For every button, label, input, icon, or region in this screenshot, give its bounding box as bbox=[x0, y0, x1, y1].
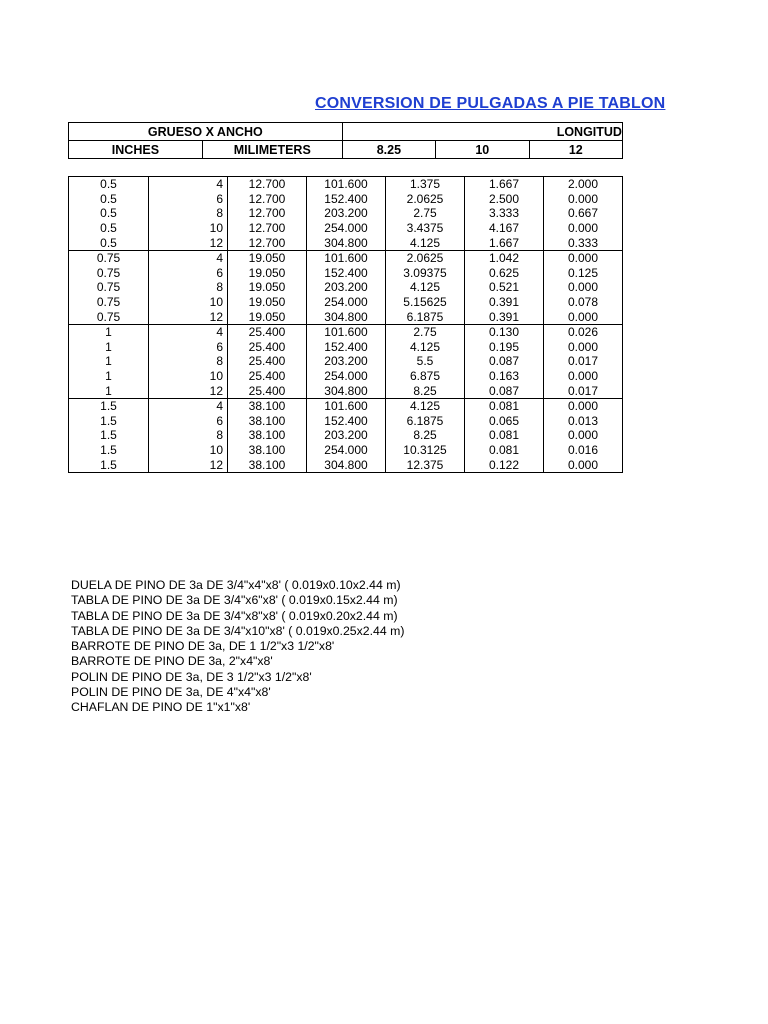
table-cell: 25.400 bbox=[228, 340, 307, 355]
table-cell: 304.800 bbox=[307, 309, 386, 324]
table-row bbox=[69, 192, 623, 207]
table-cell: 254.000 bbox=[307, 295, 386, 310]
list-item: TABLA DE PINO DE 3a DE 3/4"x8"x8' ( 0.019x0.20x2.44 m) bbox=[71, 608, 398, 623]
table-cell: 0.75 bbox=[69, 309, 149, 324]
table-cell: 254.000 bbox=[307, 221, 386, 236]
table-row bbox=[69, 457, 623, 472]
list-item: POLIN DE PINO DE 3a, DE 3 1/2"x3 1/2"x8' bbox=[71, 669, 312, 684]
header-length-3: 12 bbox=[529, 141, 622, 159]
table-cell: 19.050 bbox=[228, 309, 307, 324]
conversion-table bbox=[68, 176, 623, 473]
table-cell: 1.042 bbox=[465, 250, 544, 265]
table-cell: 0.75 bbox=[69, 295, 149, 310]
table-cell: 0.000 bbox=[544, 457, 623, 472]
table-cell: 101.600 bbox=[307, 324, 386, 339]
table-cell: 1.375 bbox=[386, 177, 465, 192]
table-cell: 2.75 bbox=[386, 324, 465, 339]
table-cell: 12.700 bbox=[228, 235, 307, 250]
table-cell: 0.125 bbox=[544, 266, 623, 281]
table-cell: 12 bbox=[149, 235, 228, 250]
table-cell: 0.333 bbox=[544, 235, 623, 250]
table-cell: 19.050 bbox=[228, 280, 307, 295]
table-cell: 10 bbox=[149, 369, 228, 384]
table-cell: 12.700 bbox=[228, 177, 307, 192]
table-cell: 0.667 bbox=[544, 206, 623, 221]
table-cell: 4.167 bbox=[465, 221, 544, 236]
table-cell: 10 bbox=[149, 443, 228, 458]
table-cell: 0.122 bbox=[465, 457, 544, 472]
table-cell: 0.130 bbox=[465, 324, 544, 339]
table-cell: 3.333 bbox=[465, 206, 544, 221]
table-cell: 0.000 bbox=[544, 221, 623, 236]
table-cell: 4 bbox=[149, 177, 228, 192]
table-cell: 6 bbox=[149, 340, 228, 355]
table-cell: 12.700 bbox=[228, 192, 307, 207]
table-cell: 6.875 bbox=[386, 369, 465, 384]
table-cell: 4 bbox=[149, 398, 228, 413]
table-cell: 0.625 bbox=[465, 266, 544, 281]
table-cell: 4.125 bbox=[386, 340, 465, 355]
table-cell: 1.667 bbox=[465, 235, 544, 250]
table-cell: 38.100 bbox=[228, 414, 307, 429]
table-cell: 0.000 bbox=[544, 369, 623, 384]
table-cell: 6.1875 bbox=[386, 309, 465, 324]
table-row bbox=[69, 280, 623, 295]
table-row bbox=[69, 266, 623, 281]
lumber-item-list bbox=[71, 578, 404, 716]
header-inches: INCHES bbox=[69, 141, 203, 159]
table-cell: 1 bbox=[69, 383, 149, 398]
list-item: TABLA DE PINO DE 3a DE 3/4"x6"x8' ( 0.019x0.15x2.44 m) bbox=[71, 593, 398, 608]
table-cell: 25.400 bbox=[228, 324, 307, 339]
table-row bbox=[69, 221, 623, 236]
table-cell: 10 bbox=[149, 221, 228, 236]
table-cell: 19.050 bbox=[228, 295, 307, 310]
table-cell: 4 bbox=[149, 250, 228, 265]
table-cell: 8 bbox=[149, 354, 228, 369]
table-row bbox=[69, 250, 623, 265]
table-cell: 12 bbox=[149, 309, 228, 324]
table-cell: 12 bbox=[149, 383, 228, 398]
table-cell: 10 bbox=[149, 295, 228, 310]
table-cell: 3.4375 bbox=[386, 221, 465, 236]
table-cell: 0.087 bbox=[465, 383, 544, 398]
table-cell: 203.200 bbox=[307, 206, 386, 221]
table-cell: 1 bbox=[69, 369, 149, 384]
table-cell: 0.026 bbox=[544, 324, 623, 339]
table-cell: 304.800 bbox=[307, 457, 386, 472]
table-row bbox=[69, 324, 623, 339]
table-cell: 25.400 bbox=[228, 383, 307, 398]
table-cell: 254.000 bbox=[307, 443, 386, 458]
table-row bbox=[69, 235, 623, 250]
table-cell: 152.400 bbox=[307, 340, 386, 355]
table-cell: 203.200 bbox=[307, 428, 386, 443]
header-length-2: 10 bbox=[436, 141, 529, 159]
table-cell: 0.5 bbox=[69, 235, 149, 250]
table-cell: 8.25 bbox=[386, 428, 465, 443]
table-cell: 12.700 bbox=[228, 206, 307, 221]
table-row bbox=[69, 443, 623, 458]
table-cell: 0.000 bbox=[544, 192, 623, 207]
table-cell: 4.125 bbox=[386, 235, 465, 250]
table-cell: 152.400 bbox=[307, 192, 386, 207]
table-cell: 2.500 bbox=[465, 192, 544, 207]
table-row bbox=[69, 206, 623, 221]
table-cell: 8 bbox=[149, 428, 228, 443]
list-item: BARROTE DE PINO DE 3a, 2"x4"x8' bbox=[71, 654, 273, 669]
table-cell: 4.125 bbox=[386, 398, 465, 413]
header-milimeters: MILIMETERS bbox=[202, 141, 342, 159]
table-cell: 19.050 bbox=[228, 250, 307, 265]
table-cell: 304.800 bbox=[307, 235, 386, 250]
table-cell: 0.195 bbox=[465, 340, 544, 355]
table-cell: 38.100 bbox=[228, 428, 307, 443]
table-cell: 38.100 bbox=[228, 457, 307, 472]
table-cell: 10.3125 bbox=[386, 443, 465, 458]
table-cell: 0.75 bbox=[69, 280, 149, 295]
table-cell: 0.017 bbox=[544, 383, 623, 398]
conversion-table-body bbox=[69, 177, 623, 473]
table-cell: 12.700 bbox=[228, 221, 307, 236]
table-cell: 0.000 bbox=[544, 398, 623, 413]
table-cell: 38.100 bbox=[228, 398, 307, 413]
sheet-title: CONVERSION DE PULGADAS A PIE TABLON bbox=[315, 95, 666, 112]
table-cell: 1 bbox=[69, 324, 149, 339]
table-cell: 0.5 bbox=[69, 192, 149, 207]
header-longitud: LONGITUD bbox=[342, 123, 622, 141]
table-cell: 101.600 bbox=[307, 250, 386, 265]
table-row bbox=[69, 177, 623, 192]
list-item: DUELA DE PINO DE 3a DE 3/4"x4"x8' ( 0.019x0.10x2.44 m) bbox=[71, 578, 401, 592]
table-cell: 6 bbox=[149, 192, 228, 207]
header-table bbox=[68, 122, 623, 159]
list-item: CHAFLAN DE PINO DE 1"x1"x8' bbox=[71, 700, 251, 715]
table-cell: 2.0625 bbox=[386, 192, 465, 207]
table-cell: 3.09375 bbox=[386, 266, 465, 281]
table-cell: 0.013 bbox=[544, 414, 623, 429]
table-cell: 38.100 bbox=[228, 443, 307, 458]
table-cell: 0.000 bbox=[544, 250, 623, 265]
table-cell: 1.5 bbox=[69, 443, 149, 458]
table-cell: 8 bbox=[149, 280, 228, 295]
table-row bbox=[69, 369, 623, 384]
table-cell: 25.400 bbox=[228, 369, 307, 384]
table-cell: 1.5 bbox=[69, 428, 149, 443]
table-cell: 152.400 bbox=[307, 414, 386, 429]
table-cell: 1.5 bbox=[69, 414, 149, 429]
table-cell: 1.5 bbox=[69, 457, 149, 472]
table-cell: 0.163 bbox=[465, 369, 544, 384]
table-cell: 1 bbox=[69, 354, 149, 369]
table-cell: 0.081 bbox=[465, 428, 544, 443]
table-cell: 254.000 bbox=[307, 369, 386, 384]
table-row bbox=[69, 354, 623, 369]
table-cell: 0.75 bbox=[69, 250, 149, 265]
table-cell: 0.081 bbox=[465, 443, 544, 458]
table-cell: 0.521 bbox=[465, 280, 544, 295]
table-cell: 101.600 bbox=[307, 398, 386, 413]
table-cell: 0.016 bbox=[544, 443, 623, 458]
table-cell: 101.600 bbox=[307, 177, 386, 192]
list-item: BARROTE DE PINO DE 3a, DE 1 1/2"x3 1/2"x8' bbox=[71, 639, 335, 654]
table-cell: 4 bbox=[149, 324, 228, 339]
table-row bbox=[69, 398, 623, 413]
table-cell: 0.087 bbox=[465, 354, 544, 369]
table-row bbox=[69, 295, 623, 310]
table-cell: 1.5 bbox=[69, 398, 149, 413]
table-cell: 0.000 bbox=[544, 280, 623, 295]
table-cell: 6.1875 bbox=[386, 414, 465, 429]
table-cell: 0.5 bbox=[69, 206, 149, 221]
table-row bbox=[69, 428, 623, 443]
table-cell: 6 bbox=[149, 266, 228, 281]
table-cell: 0.75 bbox=[69, 266, 149, 281]
table-cell: 0.017 bbox=[544, 354, 623, 369]
table-cell: 5.15625 bbox=[386, 295, 465, 310]
table-cell: 0.078 bbox=[544, 295, 623, 310]
table-cell: 0.081 bbox=[465, 398, 544, 413]
table-row bbox=[69, 340, 623, 355]
list-item: POLIN DE PINO DE 3a, DE 4"x4"x8' bbox=[71, 685, 271, 700]
list-item: TABLA DE PINO DE 3a DE 3/4"x10"x8' ( 0.019x0.25x2.44 m) bbox=[71, 623, 405, 638]
table-cell: 25.400 bbox=[228, 354, 307, 369]
table-cell: 8.25 bbox=[386, 383, 465, 398]
table-cell: 0.391 bbox=[465, 309, 544, 324]
table-cell: 2.75 bbox=[386, 206, 465, 221]
table-cell: 0.000 bbox=[544, 309, 623, 324]
table-cell: 2.0625 bbox=[386, 250, 465, 265]
table-cell: 0.000 bbox=[544, 428, 623, 443]
table-cell: 0.065 bbox=[465, 414, 544, 429]
table-cell: 5.5 bbox=[386, 354, 465, 369]
header-length-1: 8.25 bbox=[342, 141, 435, 159]
table-row bbox=[69, 309, 623, 324]
table-cell: 6 bbox=[149, 414, 228, 429]
table-cell: 0.000 bbox=[544, 340, 623, 355]
table-row bbox=[69, 414, 623, 429]
table-cell: 2.000 bbox=[544, 177, 623, 192]
table-cell: 203.200 bbox=[307, 354, 386, 369]
table-cell: 0.391 bbox=[465, 295, 544, 310]
table-cell: 4.125 bbox=[386, 280, 465, 295]
table-cell: 0.5 bbox=[69, 221, 149, 236]
table-cell: 304.800 bbox=[307, 383, 386, 398]
table-cell: 0.5 bbox=[69, 177, 149, 192]
table-cell: 12 bbox=[149, 457, 228, 472]
table-row bbox=[69, 383, 623, 398]
table-cell: 19.050 bbox=[228, 266, 307, 281]
table-cell: 1 bbox=[69, 340, 149, 355]
table-cell: 203.200 bbox=[307, 280, 386, 295]
table-cell: 8 bbox=[149, 206, 228, 221]
table-cell: 12.375 bbox=[386, 457, 465, 472]
table-cell: 1.667 bbox=[465, 177, 544, 192]
table-cell: 152.400 bbox=[307, 266, 386, 281]
header-grueso-ancho: GRUESO X ANCHO bbox=[69, 123, 343, 141]
